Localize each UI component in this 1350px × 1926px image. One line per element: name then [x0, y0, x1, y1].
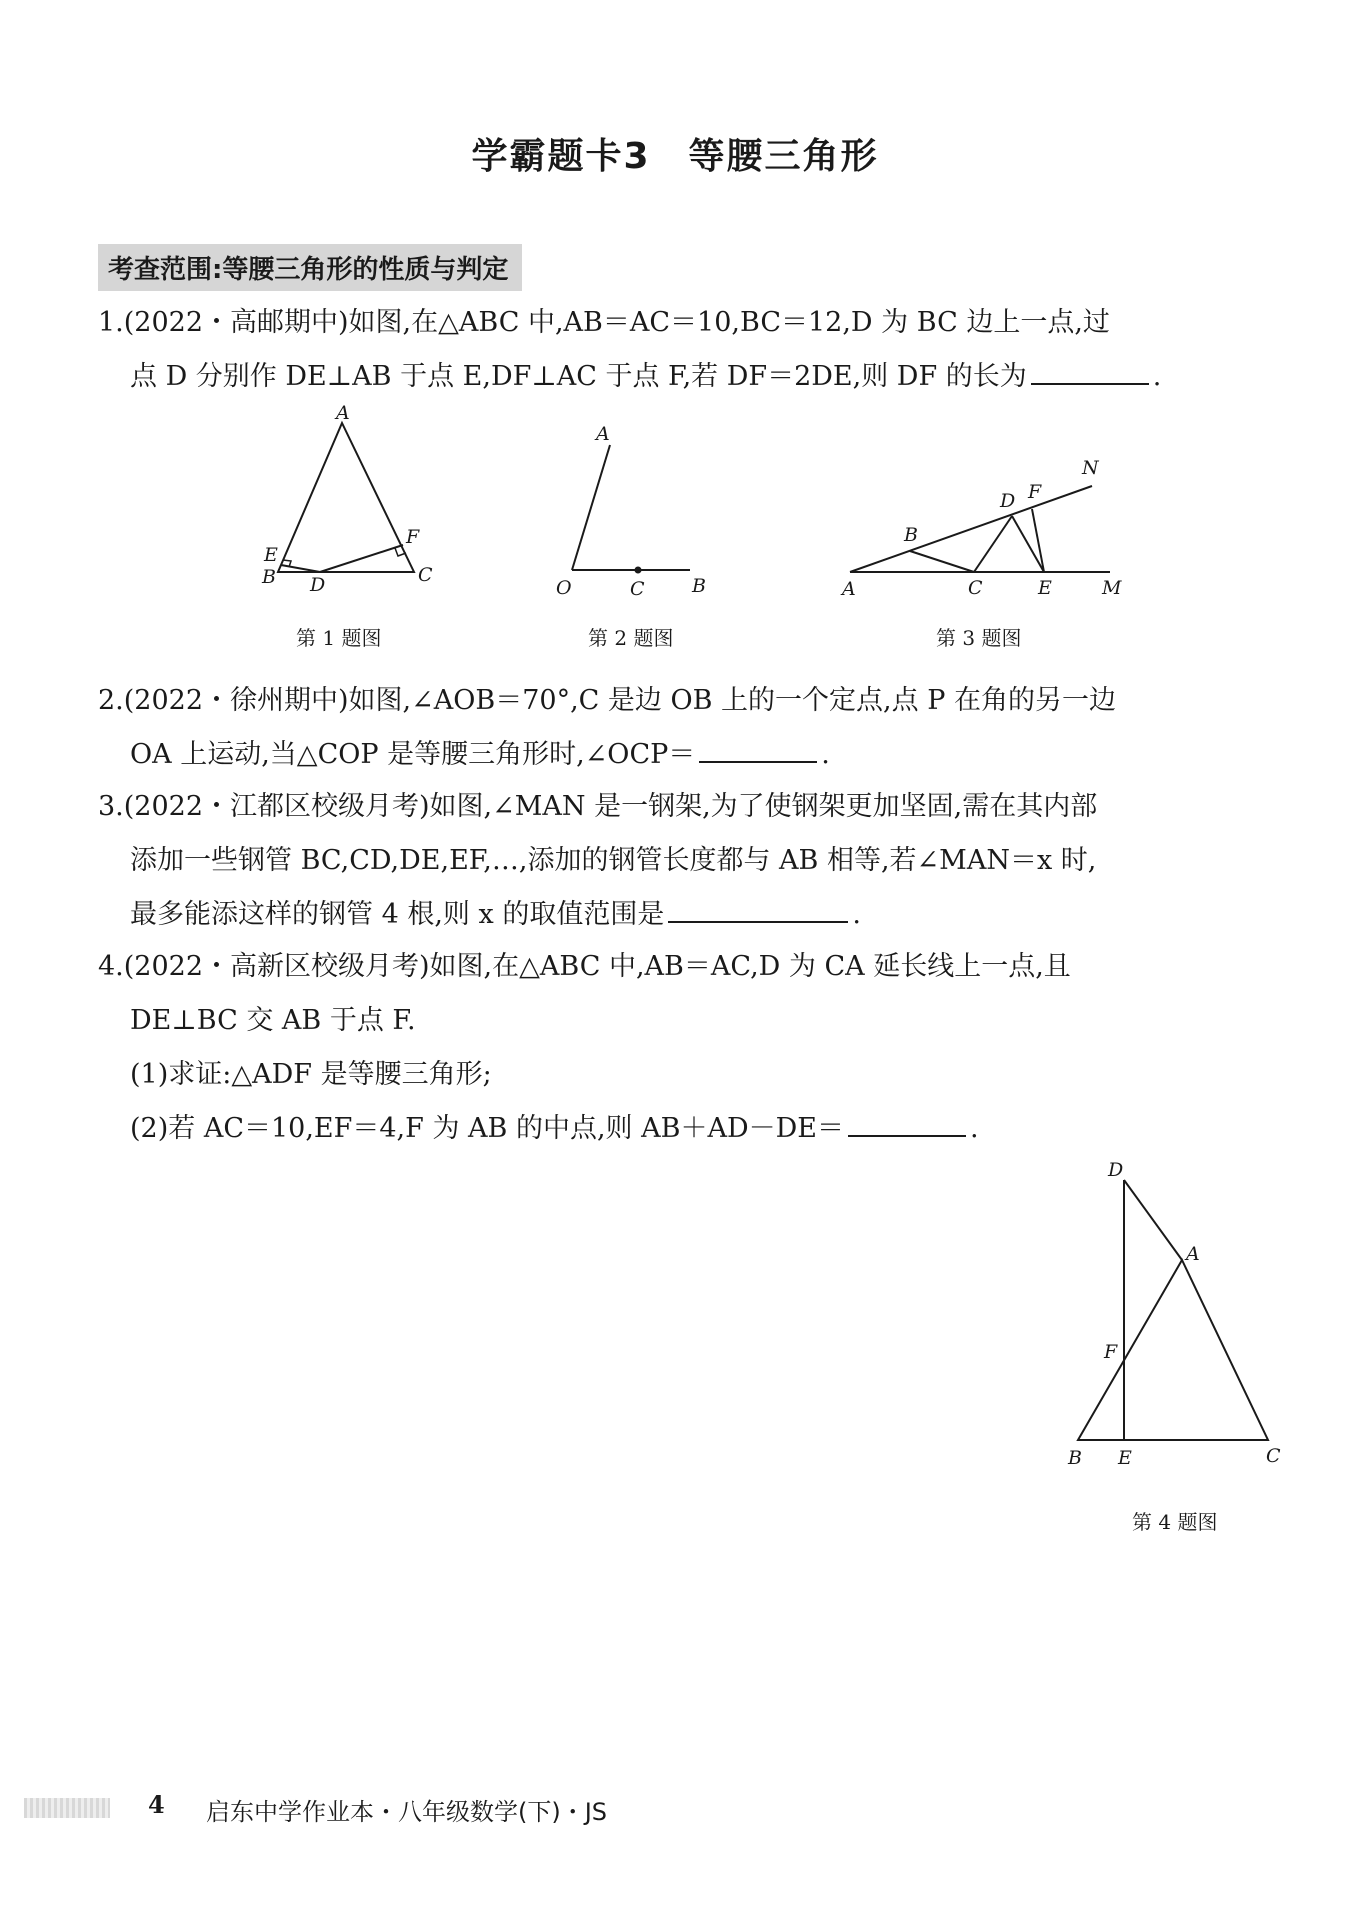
question-2-line-2: [98, 728, 1278, 782]
page-number: 4: [148, 1790, 165, 1819]
figure-4-caption: 第 4 题图: [1132, 1510, 1218, 1534]
question-3-line-3: [98, 888, 1278, 942]
fig2-label-o: O: [556, 577, 572, 599]
question-2-line-1: 2.(2022・徐州期中)如图,∠AOB＝70°,C 是边 OB 上的一个定点,点 P 在角的另一边: [98, 685, 1116, 716]
question-4-line-2: DE⊥BC 交 AB 于点 F.: [130, 1005, 416, 1036]
fig3-segment-bc: [910, 551, 974, 572]
fig1-segment-df: [320, 545, 403, 572]
footer-decorative-bar: [24, 1798, 110, 1818]
fig4-label-c: C: [1266, 1445, 1281, 1467]
question-1-line-2-text: 点 D 分别作 DE⊥AB 于点 E,DF⊥AC 于点 F,若 DF＝2DE,则 DF 的长为: [130, 361, 1027, 392]
figure-4-diagram: [1058, 1159, 1281, 1470]
question-3: [98, 780, 1278, 942]
fig1-segment-de: [281, 565, 320, 572]
question-2-end: .: [821, 739, 830, 770]
fig2-label-c: C: [630, 578, 645, 600]
figure-1-diagram: [240, 402, 440, 596]
fig3-label-n: N: [1082, 457, 1099, 479]
figure-2-caption: 第 2 题图: [588, 626, 674, 650]
answer-blank-2: [699, 731, 817, 763]
fig3-label-c: C: [968, 577, 983, 599]
fig4-label-a: A: [1186, 1243, 1200, 1265]
question-4-end: .: [969, 1113, 979, 1144]
page-title: 学霸题卡3 等腰三角形: [471, 136, 879, 177]
fig1-triangle-abc: [278, 423, 414, 572]
fig1-label-c: C: [418, 564, 433, 586]
fig2-label-a: A: [596, 423, 610, 445]
fig1-label-d: D: [310, 574, 326, 596]
fig2-point-c: [635, 567, 642, 574]
fig4-label-e: E: [1118, 1447, 1132, 1469]
fig3-ray-an: [850, 486, 1092, 572]
answer-blank-1: [1031, 353, 1149, 385]
fig1-label-e: E: [264, 544, 278, 566]
fig3-label-d: D: [1000, 490, 1016, 512]
fig1-label-f: F: [406, 526, 420, 548]
question-1-line-2: [98, 350, 1278, 404]
fig4-label-f: F: [1104, 1341, 1118, 1363]
question-4: [98, 940, 1278, 1156]
question-1-line-1: 1.(2022・高邮期中)如图,在△ABC 中,AB＝AC＝10,BC＝12,D 为 BC 边上一点,过: [98, 307, 1110, 338]
book-title: 启东中学作业本・八年级数学(下)・JS: [206, 1798, 608, 1826]
question-4-line-4: [98, 1102, 1278, 1156]
fig3-segment-cd: [974, 516, 1012, 572]
fig4-segment-da: [1124, 1180, 1182, 1260]
question-3-line-2: 添加一些钢管 BC,CD,DE,EF,…,添加的钢管长度都与 AB 相等,若∠MAN＝x 时,: [130, 845, 1097, 876]
figure-2-diagram: [550, 420, 710, 600]
fig3-label-m: M: [1102, 577, 1122, 599]
section-banner: 考查范围:等腰三角形的性质与判定: [98, 244, 522, 291]
question-4-line-3: (1)求证:△ADF 是等腰三角形;: [130, 1059, 492, 1090]
question-3-end: .: [852, 899, 861, 930]
fig2-ray-oa: [572, 445, 610, 570]
fig3-label-e: E: [1038, 577, 1052, 599]
fig1-label-a: A: [336, 402, 350, 424]
answer-blank-4: [848, 1105, 966, 1137]
figure-1-caption: 第 1 题图: [296, 626, 382, 650]
question-2-line-2-text: OA 上运动,当△COP 是等腰三角形时,∠OCP＝: [130, 739, 696, 770]
question-2: [98, 674, 1278, 782]
figure-3-caption: 第 3 题图: [936, 626, 1022, 650]
fig1-label-b: B: [262, 566, 276, 588]
question-4-line-1: 4.(2022・高新区校级月考)如图,在△ABC 中,AB＝AC,D 为 CA 延长线上一点,且: [98, 951, 1071, 982]
question-3-line-3-text: 最多能添这样的钢管 4 根,则 x 的取值范围是: [130, 899, 665, 930]
question-4-line-4-text: (2)若 AC＝10,EF＝4,F 为 AB 的中点,则 AB＋AD－DE＝: [130, 1113, 844, 1144]
question-1: [98, 296, 1278, 404]
question-1-end: .: [1152, 361, 1162, 392]
fig3-label-f: F: [1028, 481, 1042, 503]
fig3-label-a: A: [842, 578, 856, 600]
question-3-line-1: 3.(2022・江都区校级月考)如图,∠MAN 是一钢架,为了使钢架更加坚固,需在其内部: [98, 791, 1098, 822]
figure-3-diagram: [830, 450, 1130, 600]
answer-blank-3: [668, 891, 848, 923]
page-footer: [24, 1790, 1324, 1830]
fig3-label-b: B: [904, 524, 918, 546]
fig4-label-d: D: [1108, 1159, 1124, 1181]
fig4-label-b: B: [1068, 1447, 1082, 1469]
fig2-label-b: B: [692, 575, 706, 597]
